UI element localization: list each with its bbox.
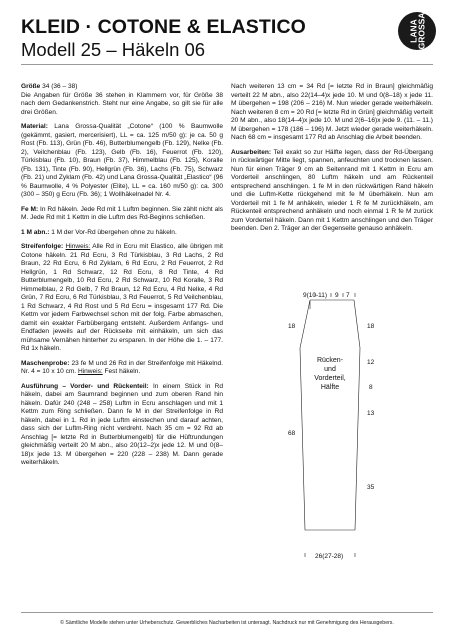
material-heading: Material: xyxy=(21,123,48,130)
logo-text xyxy=(409,13,425,50)
size-text: Die Angaben für Größe 36 stehen in Klammern vor, für Größe 38 nach dem Gedankenstrich. Steht nur eine Angabe, so gilt sie für alle drei Größen. xyxy=(21,91,223,116)
right-8-label: 8 xyxy=(369,384,373,391)
stripe-text: Alle Rd in Ecru mit Elastico, alle übrigen mit Cotone häkeln. 21 Rd Ecru, 3 Rd Türkisblau, 3 Rd Lachs, 2 Rd Braun, 22 Rd Ecru, 6 Rd Zyklam, 6 Rd Ecru, 2 Rd Feuerrot, 2 Rd Hellgrün, 1 Rd Schwarz, 12 Rd Ecru, 8 Rd Tinte, 4 Rd Butterblumengelb, 10 Rd Ecru, 2 Rd Schwarz, 10 Rd Koralle, 3 Rd Himmelblau, 2 Rd Gelb, 7 Rd Braun, 12 Rd Ecru, 4 Rd Nelke, 4 Rd Grün, 7 Rd Ecru, 6 Rd Türkisblau, 3 Rd Feuerrot, 5 Rd Veilchenblau, 1 Rd Schwarz, 4 Rd Rost und 5 Rd Ecru = insgesamt 177 Rd. Die Kettm vor jedem Farbwechsel schon mit der folg. Farbe abmaschen, damit ein exakter Farbübergang entsteht. Außerdem Anfangs- und Endfaden jeweils auf der Rückseite mit einhäkeln, um sich das mühsame Vernähen hinterher zu ersparen. In der Höhe die 1. – 177. Rd 1x häkeln. xyxy=(21,243,223,352)
right-35-label: 35 xyxy=(367,484,375,491)
material-text: Lana Grossa-Qualität „Cotone“ (100 % Baumwolle (gekämmt, gasiert, mercerisiert), LL = ca. 125 m/50 g): je ca. 50 g Rost (Fb. 113), Grün (Fb. 46), Butterblumengelb (Fb. 129), Nelke (Fb. 2), Veilchenblau (Fb. 123), Gelb (Fb. 16), Feuerrot (Fb. 120), Türkisblau (Fb. 10), Braun (Fb. 37), Himmelblau (Fb. 125), Koralle (Fb. 131), Tinte (Fb. 90), Hellgrün (Fb. 36), Lachs (Fb. 75), Schwarz (Fb. 21) und Zyklam (Fb. 42) und Lana Grossa-Qualität „Elastico“ (96 % Baumwolle, 4 % Polyester (Elite), LL = ca. 160 m/50 g): ca. 300 (300 – 350) g Ecru (Fb. 36); 1 Wollhäkelnadel Nr. 4. xyxy=(21,123,223,198)
right-12-label: 12 xyxy=(367,359,375,366)
size-value: 34 (36 – 38) xyxy=(40,83,78,90)
page-title: KLEID · COTONE & ELASTICO xyxy=(21,16,306,38)
continuation-text: Nach weiteren 13 cm = 34 Rd [= letzte Rd in Braun] gleichmäßig verteilt 22 M abn., also 22(14–4)x jede 10. M und 0(8–18) x jede 11. M übergehen = 198 (206 – 216) M. Nun wieder gerade weiterhäkeln. Nach weiteren 8 cm = 20 Rd [= letzte Rd in Grün] gleichmäßig verteilt 20 M abn., also 18(14–4)x jede 10. M und 2(6–16)x jede 9. (11. – 11.) M übergehen = 178 (186 – 196) M. Jetzt wieder gerade weiterhäkeln. Nach 68 cm = insgesamt 177 Rd ab Anschlag die Arbeit beenden. xyxy=(231,83,433,141)
execution-text: In einem Stück in Rd häkeln, dabei am Saumrand beginnen und zum oberen Rand hin häkeln. Dafür 240 (248 – 258) Luftm in Ecru anschlagen und mit 1 Kettm zum Ring schließen. Dann fe M in der Streifenfolge in Rd häkeln, dabei in 1. Rd in jede Luftm einstechen und darauf achten, dass sich der Luftm-Ring nicht verdreht. Nach 35 cm = 92 Rd ab Anschlag [= letzte Rd in Butterblumengelb] für die Hüftrundungen gleichmäßig verteilt 20 M abn., also 20(12–2)x jede 12. M und 0(8–18)x jede 13. M übergehen = 220 (228 – 238) M. Dann gerade weiterhäkeln. xyxy=(21,382,223,466)
right-13-label: 13 xyxy=(367,410,375,417)
material-section xyxy=(21,123,223,200)
right-18-label: 18 xyxy=(367,323,375,330)
left-68-label: 68 xyxy=(288,430,296,437)
stripe-heading: Streifenfolge: xyxy=(21,243,64,250)
decrease-text: 1 M der Vor-Rd übergehen ohne zu häkeln. xyxy=(49,228,177,236)
piece-label-3: Vorderteil, xyxy=(314,375,346,382)
gauge-heading: Maschenprobe: xyxy=(21,359,70,367)
stripe-section xyxy=(21,243,223,354)
size-section xyxy=(21,83,223,117)
footer-divider xyxy=(21,612,433,613)
fm-text: In Rd häkeln. Jede Rd mit 1 Luftm beginnen. Sie zählt nicht als M. Jede Rd mit 1 Kettm in die Luftm des Rd-Beginns schließen. xyxy=(21,205,223,221)
top-mid-label: 9 xyxy=(335,292,339,299)
instructions-right-column xyxy=(231,83,433,240)
execution-section xyxy=(21,383,223,468)
decrease-heading: 1 M abn.: xyxy=(21,228,50,236)
decrease-section xyxy=(21,229,223,238)
execution-heading: Ausführung – Vorder- und Rückenteil: xyxy=(21,382,149,390)
piece-label-1: Rücken- xyxy=(316,357,344,364)
gauge-rest: Fest häkeln. xyxy=(102,368,141,375)
page-subtitle: Modell 25 – Häkeln 06 xyxy=(21,39,206,60)
left-18-label: 18 xyxy=(288,323,296,330)
lana-grossa-logo xyxy=(398,12,436,50)
top-measure-label: 9(10-11) xyxy=(303,292,328,299)
header-divider xyxy=(21,64,433,65)
bottom-measure-label: 26(27-28) xyxy=(315,553,344,560)
finishing-heading: Ausarbeiten: xyxy=(231,148,272,156)
instructions-left-column xyxy=(21,83,223,474)
finishing-section xyxy=(231,149,433,234)
fm-heading: Fe M: xyxy=(21,205,39,213)
fm-section xyxy=(21,206,223,223)
piece-label-2: und xyxy=(324,366,336,373)
top-right-label: 7 xyxy=(346,292,350,299)
gauge-text: 23 fe M und 26 Rd in der Streifenfolge mit Häkelnd. Nr. 4 = 10 x 10 cm. xyxy=(21,359,223,375)
finishing-text: Teil exakt so zur Hälfte legen, dass der Rd-Übergang in rückwärtiger Mitte liegt, spannen, anfeuchten und trocknen lassen. Nun für einen Träger 9 cm ab Seitenrand mit 1 Kettm in Ecru am Vorderteil anschlingen, 80 Luftm häkeln und am Rückenteil entsprechend anschlingen. 1 fe M in den rückwärtigen Rand häkeln und die Luftm-Kette rückgehend mit fe M überhäkeln. Nun am Vorderteil mit 1 fe M anhäkeln, wieder 1 R fe M zurückhäkeln, am Rückenteil entsprechend anhäkeln und noch einmal 1 R fe M zurück zum Vorderteil häkeln. Dann mit 1 Kettm anschlingen und den Träger beenden. Den 2. Träger an der Gegenseite genauso anhäkeln. xyxy=(231,148,433,232)
continuation-section xyxy=(231,83,433,143)
gauge-section xyxy=(21,360,223,377)
copyright-footer: © Sämtliche Modelle stehen unter Urheberschutz. Gewerbliches Nacharbeiten ist untersagt. Nachdruck nur mit Genehmigung des Herausgebers. xyxy=(60,620,394,626)
garment-schematic xyxy=(280,280,390,580)
garment-outline xyxy=(300,300,360,530)
size-heading: Größe xyxy=(21,83,41,90)
stripe-hint: Hinweis: xyxy=(65,243,91,250)
logo-line-2: GROSSA xyxy=(416,12,426,50)
piece-label-4: Hälfte xyxy=(320,384,340,391)
logo-line-1: LANA xyxy=(408,19,418,43)
gauge-hint: Hinweis: xyxy=(77,368,103,375)
